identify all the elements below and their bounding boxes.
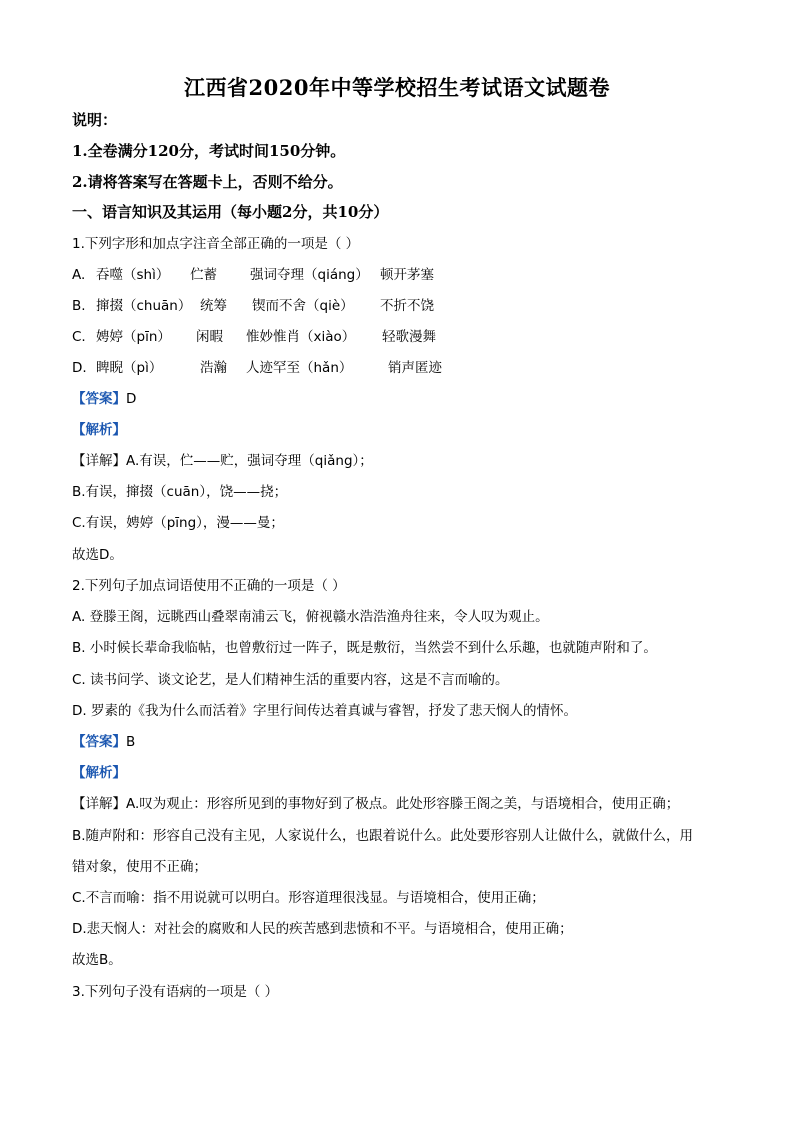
q1-stem: 1.下列字形和加点字注音全部正确的一项是（ ） <box>72 236 360 252</box>
detail-text: A.叹为观止：形容所见到的事物好到了极点。此处形容滕王阁之美，与语境相合，使用正确； <box>126 796 680 812</box>
q2-option-a: A. 登滕王阁，远眺西山叠翠南浦云飞，俯视赣水浩浩渔舟往来，令人叹为观止。 <box>72 609 549 625</box>
answer-tag: 【答案】 <box>72 734 126 750</box>
option-word-2: 统筹 <box>200 298 227 314</box>
answer-tag: 【答案】 <box>72 391 126 407</box>
option-word-4: 不折不饶 <box>380 298 434 314</box>
option-word-2: 伫蓄 <box>190 267 217 283</box>
q2-stem: 2.下列句子加点词语使用不正确的一项是（ ） <box>72 578 346 594</box>
q2-option-c: C. 读书问学、谈文论艺，是人们精神生活的重要内容，这是不言而喻的。 <box>72 672 509 688</box>
q2-analysis-tag <box>72 763 126 783</box>
detail-tag: 【详解】 <box>72 796 126 812</box>
notes-heading: 说明： <box>72 111 118 129</box>
option-word-4: 顿开茅塞 <box>380 267 434 283</box>
q2-option-b: B. 小时候长辈命我临帖，也曾敷衍过一阵子，既是敷衍，当然尝不到什么乐趣，也就随声附和了。 <box>72 640 657 656</box>
q1-conclusion: 故选D。 <box>72 547 123 563</box>
q1-option-a <box>72 265 434 285</box>
option-label: B. <box>72 298 86 314</box>
q1-option-d <box>72 358 442 378</box>
q2-detail-4: D.悲天悯人：对社会的腐败和人民的疾苦感到悲愤和不平。与语境相合，使用正确； <box>72 921 573 937</box>
option-word-2: 闲暇 <box>196 329 223 345</box>
option-label: D. <box>72 360 87 376</box>
option-word-1: 睥睨（pì） <box>96 360 163 376</box>
q3-stem: 3.下列句子没有语病的一项是（ ） <box>72 984 279 1000</box>
q2-detail-2a: B.随声附和：形容自己没有主见，人家说什么，也跟着说什么。此处要形容别人让做什么，就做什么，用 <box>72 828 694 844</box>
q2-option-d: D. 罗素的《我为什么而活着》字里行间传达着真诚与睿智，抒发了悲天悯人的情怀。 <box>72 703 577 719</box>
q1-detail-1 <box>72 451 373 471</box>
page-title: 江西省2020年中等学校招生考试语文试题卷 <box>184 75 610 100</box>
analysis-tag: 【解析】 <box>72 765 126 781</box>
note-1: 1.全卷满分120分，考试时间150分钟。 <box>72 142 346 160</box>
option-word-3: 惟妙惟肖（xiào） <box>246 329 356 345</box>
option-word-1: 娉婷（pīn） <box>96 329 171 345</box>
option-word-1: 撺掇（chuān） <box>96 298 192 314</box>
note-2: 2.请将答案写在答题卡上，否则不给分。 <box>72 173 343 191</box>
option-label: A. <box>72 267 86 283</box>
q1-analysis-tag <box>72 420 126 440</box>
option-word-3: 人迹罕至（hǎn） <box>246 360 353 376</box>
q1-detail-3: C.有误，娉婷（pīng），漫——曼； <box>72 515 284 531</box>
q1-option-c <box>72 327 436 347</box>
section-heading-1: 一、语言知识及其运用（每小题2分，共10分） <box>72 203 389 221</box>
option-word-1: 吞噬（shì） <box>96 267 170 283</box>
q2-conclusion: 故选B。 <box>72 952 122 968</box>
q2-answer <box>72 732 135 752</box>
q1-option-b <box>72 296 434 316</box>
q1-detail-2: B.有误，撺掇（cuān），饶——挠； <box>72 484 288 500</box>
detail-text: A.有误，伫——贮，强词夺理（qiǎng）； <box>126 453 373 469</box>
answer-value: D <box>126 391 137 407</box>
q2-detail-2b: 错对象，使用不正确； <box>72 859 207 875</box>
option-word-3: 强词夺理（qiáng） <box>250 267 369 283</box>
q1-answer <box>72 389 136 409</box>
option-label: C. <box>72 329 86 345</box>
answer-value: B <box>126 734 136 750</box>
option-word-3: 锲而不舍（qiè） <box>252 298 354 314</box>
detail-tag: 【详解】 <box>72 453 126 469</box>
option-word-2: 浩瀚 <box>200 360 227 376</box>
analysis-tag: 【解析】 <box>72 422 126 438</box>
option-word-4: 轻歌漫舞 <box>382 329 436 345</box>
q2-detail-1 <box>72 794 679 814</box>
option-word-4: 销声匿迹 <box>388 360 442 376</box>
q2-detail-3: C.不言而喻：指不用说就可以明白。形容道理很浅显。与语境相合，使用正确； <box>72 890 545 906</box>
